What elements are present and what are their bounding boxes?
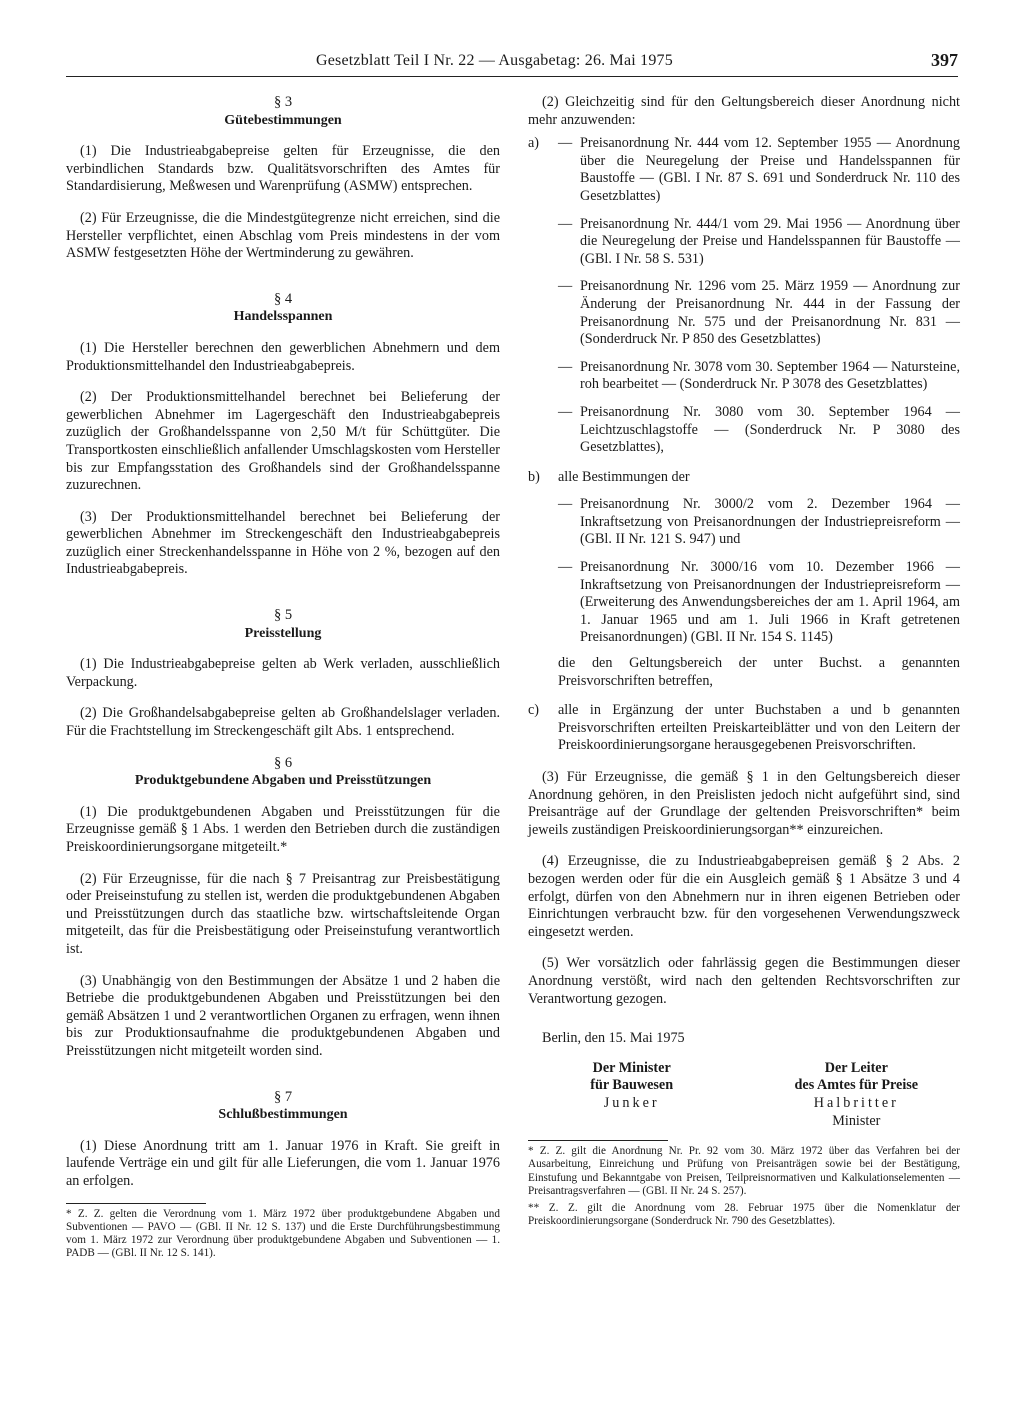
- list-item-a-5: [528, 404, 960, 457]
- section-7-para-3: (3) Für Erzeugnisse, die gemäß § 1 in den Geltungsbereich dieser Anordnung gehören, in den Preislisten jedoch nicht aufgeführt sind, sind Preisanträge auf der Grundlage der geltenden Preisvorschriften* beim jeweils zuständigen Preiskoordinierungsorgan** einzureichen.: [528, 769, 960, 838]
- section-7-para-4: (4) Erzeugnisse, die zu Industrieabgabepreisen gemäß § 2 Abs. 2 bezogen werden oder für die ein Ausgleich gemäß § 1 Absätze 3 und 4 erfolgt, dürfen von den Abnehmern nur in ihren eigenen Betrieben oder Einrichtungen verbraucht bzw. für den vorgesehenen Verwendungszweck eingesetzt werden.: [528, 853, 960, 940]
- list-item-text: Preisanordnung Nr. 444/1 vom 29. Mai 1956 — Anordnung über die Neuregelung der Preise und Handelsspannen für Baustoffe — (GBl. I Nr. 58 S. 531): [580, 215, 960, 267]
- list-label-b: b): [528, 468, 540, 485]
- list-item-text: Preisanordnung Nr. 3000/2 vom 2. Dezember 1964 — Inkraftsetzung von Preisanordnungen der Industriepreisreform — (GBl. II Nr. 121 S. 947) und: [580, 496, 960, 548]
- dash-marker: —: [558, 358, 573, 375]
- dash-marker: —: [558, 278, 573, 295]
- section-5-title: Preisstellung: [244, 625, 322, 641]
- dash-marker: —: [558, 559, 573, 576]
- list-item-text: Preisanordnung Nr. 3078 vom 30. September 1964 — Natursteine, roh bearbeitet — (Sonderdruck Nr. P 3078 des Gesetzblattes): [580, 358, 960, 393]
- list-item-a-2: [528, 216, 960, 269]
- page-number: 397: [931, 50, 958, 70]
- signer-title: Minister: [832, 1112, 881, 1129]
- left-column: [66, 94, 500, 1260]
- footnote-right-2: ** Z. Z. gilt die Anordnung vom 28. Februar 1975 über die Nomenklatur der Preiskoordinierungsorgane (Sonderdruck Nr. 790 des Gesetzblattes).: [528, 1201, 960, 1228]
- list-item-a-4: [528, 359, 960, 394]
- list-item-text: Preisanordnung Nr. 3000/16 vom 10. Dezember 1966 — Inkraftsetzung von Preisanordnungen der Industriepreisreform — (Erweiterung des Anwendungsbereiches der am 1. April 1964, am 1. Januar 1965 und am 1. Juli 1966 in Kraft getretenen Preisanordnungen) (GBl. II Nr. 154 S. 1145): [580, 559, 960, 646]
- list-item-b-2: [528, 559, 960, 647]
- section-7-para-1: (1) Diese Anordnung tritt am 1. Januar 1976 in Kraft. Sie greift in laufende Verträge ein und gilt für alle Lieferungen, die vom 1. Januar 1976 an erfolgen.: [66, 1137, 500, 1189]
- section-4-title: Handelsspannen: [233, 309, 333, 325]
- page-header: [66, 50, 958, 77]
- section-4-para-2: (2) Der Produktionsmittelhandel berechnet bei Belieferung der gewerblichen Abnehmer im Lagergeschäft den Industrieabgabepreis zuzüglich der Großhandelsspanne von 2,50 M/t für Schüttgüter. Die Transportkosten einschließlich anfallender Umschlagskosten vom Hersteller bis zur Empfangsstation des Großhandels sind der Großhandelsspanne zuzurechnen.: [66, 389, 500, 494]
- signer-name: Halbritter: [813, 1094, 899, 1111]
- footnote-right-1: * Z. Z. gilt die Anordnung Nr. Pr. 92 vom 30. März 1972 über das Verfahren bei der Ausarbeitung, Einreichung und Prüfung von Preisanträgen sowie bei der Bestätigung, Einstufung und Bekanntgabe von Preisen, Teilpreisnormativen und Kalkulationselementen — Preisantragsverfahren — (GBl. II Nr. 24 S. 257).: [528, 1145, 960, 1197]
- list-item-a-1: [528, 135, 960, 205]
- section-6-para-3: (3) Unabhängig von den Bestimmungen der Absätze 1 und 2 haben die Betriebe die produktgebundenen Abgaben und Preisstützungen bei den gemäß Absätzen 1 und 2 verantwortlichen Organen zu erfragen, wenn ihnen bis zur Produktionsaufnahme die produktgebundenen Abgaben und Preisstützungen nicht mitgeteilt worden sind.: [66, 972, 500, 1059]
- section-4-number: § 4: [273, 290, 293, 307]
- signer-role-line-1: Der Leiter: [824, 1059, 888, 1076]
- section-6-number: § 6: [273, 754, 293, 771]
- dash-marker: —: [558, 496, 573, 513]
- signer-minister: [528, 1060, 735, 1130]
- list-item-text: Preisanordnung Nr. 1296 vom 25. März 1959 — Anordnung zur Änderung der Preisanordnung Nr. 444 in der Fassung der Preisanordnung Nr. 575 und der Preisanordnung Nr. 831 — (Sonderdruck Nr. P 850 des Gesetzblattes): [580, 278, 960, 348]
- section-6-title: Produktgebundene Abgaben und Preisstützungen: [134, 773, 432, 789]
- section-6-para-1: (1) Die produktgebundenen Abgaben und Preisstützungen für die Erzeugnisse gemäß § 1 Abs. 1 werden den Betrieben durch die zuständigen Preiskoordinierungsorgane mitgeteilt.*: [66, 803, 500, 855]
- list-item-c-text: alle in Ergänzung der unter Buchstaben a und b genannten Preisvorschriften erteilten Preiskarteiblätter und von den Leitern der Preiskoordinierungsorgane herausgegebenen Preisvorschriften.: [558, 702, 960, 754]
- list-item-c: [528, 702, 960, 755]
- footnote-left: * Z. Z. gelten die Verordnung vom 1. März 1972 über produktgebundene Abgaben und Subventionen — PAVO — (GBl. II Nr. 12 S. 137) und die Erste Durchführungsbestimmung vom 1. März 1972 zur Verordnung über produktgebundene Abgaben und Subventionen — 1. PADB — (GBl. II Nr. 12 S. 141).: [66, 1207, 500, 1260]
- list-item-text: Preisanordnung Nr. 444 vom 12. September 1955 — Anordnung über die Neuregelung der Preise und Handelsspannen für Baustoffe — (GBl. I Nr. 87 S. 691 und Sonderdruck Nr. 110 des Gesetzblattes): [580, 135, 960, 204]
- dash-marker: —: [558, 135, 573, 152]
- dash-marker: —: [558, 215, 573, 232]
- section-7-para-5: (5) Wer vorsätzlich oder fahrlässig gegen die Bestimmungen dieser Anordnung verstößt, wird nach den geltenden Rechtsvorschriften zur Verantwortung gezogen.: [528, 955, 960, 1007]
- list-item-text: Preisanordnung Nr. 3080 vom 30. September 1964 — Leichtzuschlagstoffe — (Sonderdruck Nr. P 3080 des Gesetzblattes),: [580, 403, 960, 456]
- footnote-divider: [66, 1203, 206, 1204]
- section-4-para-1: (1) Die Hersteller berechnen den gewerblichen Abnehmern und dem Produktionsmittelhandel den Industrieabgabepreis.: [66, 339, 500, 374]
- section-5-para-2: (2) Die Großhandelsabgabepreise gelten ab Großhandelslager verladen. Für die Frachtstellung im Streckengeschäft gilt Abs. 1 entsprechend.: [66, 705, 500, 740]
- list-item-b-outro: die den Geltungsbereich der unter Buchst. a genannten Preisvorschriften betreffen,: [558, 655, 960, 689]
- list-label-c: c): [528, 702, 540, 719]
- section-3-title: Gütebestimmungen: [224, 112, 342, 128]
- section-5-number: § 5: [273, 607, 293, 624]
- list-item-b-intro: alle Bestimmungen der: [558, 468, 690, 485]
- section-3-number: § 3: [273, 94, 293, 110]
- signature-block: [528, 1060, 960, 1130]
- list-item-b: [528, 469, 960, 487]
- section-5-para-1: (1) Die Industrieabgabepreise gelten ab Werk verladen, ausschließlich Verpackung.: [66, 656, 500, 690]
- footnote-divider: [528, 1140, 668, 1141]
- signer-role-line-2: des Amtes für Preise: [794, 1077, 919, 1094]
- signer-role-line-2: für Bauwesen: [590, 1077, 674, 1094]
- section-4-para-3: (3) Der Produktionsmittelhandel berechnet bei Belieferung der gewerblichen Abnehmer im Streckengeschäft den Industrieabgabepreis zuzüglich einer Streckenhandelsspanne in Höhe von 2 %, bezogen auf den Industrieabgabepreis.: [66, 508, 500, 578]
- list-item-a-3: [528, 278, 960, 348]
- dash-marker: —: [558, 403, 573, 420]
- right-column: [528, 94, 960, 1228]
- signer-role-line-1: Der Minister: [592, 1059, 671, 1076]
- list-label-a: a): [528, 135, 540, 152]
- header-title: Gesetzblatt Teil I Nr. 22 — Ausgabetag: 26. Mai 1975: [316, 52, 673, 69]
- section-7-number: § 7: [273, 1088, 293, 1105]
- section-7-para-2: (2) Gleichzeitig sind für den Geltungsbereich dieser Anordnung nicht mehr anzuwenden:: [528, 94, 960, 128]
- section-6-para-2: (2) Für Erzeugnisse, für die nach § 7 Preisantrag zur Preisbestätigung oder Preiseinstufung zu stellen ist, werden die produktgebundenen Abgaben und Preisstützungen durch das staatliche bzw. wirtschaftsleitende Organ mitgeteilt, das für die Preisbestätigung oder Preiseinstufung verantwortlich ist.: [66, 870, 500, 957]
- section-3-para-1: (1) Die Industrieabgabepreise gelten für Erzeugnisse, die den verbindlichen Standards bzw. Qualitätsvorschriften des Amtes für Standardisierung, Meßwesen und Warenprüfung (ASMW) entsprechen.: [66, 143, 500, 195]
- signer-price-office: [753, 1060, 960, 1130]
- section-3-para-2: (2) Für Erzeugnisse, die die Mindestgütegrenze nicht erreichen, sind die Hersteller verpflichtet, einen Abschlag vom Preis mindestens in der vom ASMW festgesetzten Höhe der Wertminderung zu gewähren.: [66, 209, 500, 262]
- section-7-title: Schlußbestimmungen: [218, 1107, 348, 1123]
- list-item-b-1: [528, 496, 960, 549]
- signer-name: Junker: [603, 1094, 660, 1111]
- place-date: Berlin, den 15. Mai 1975: [542, 1030, 685, 1047]
